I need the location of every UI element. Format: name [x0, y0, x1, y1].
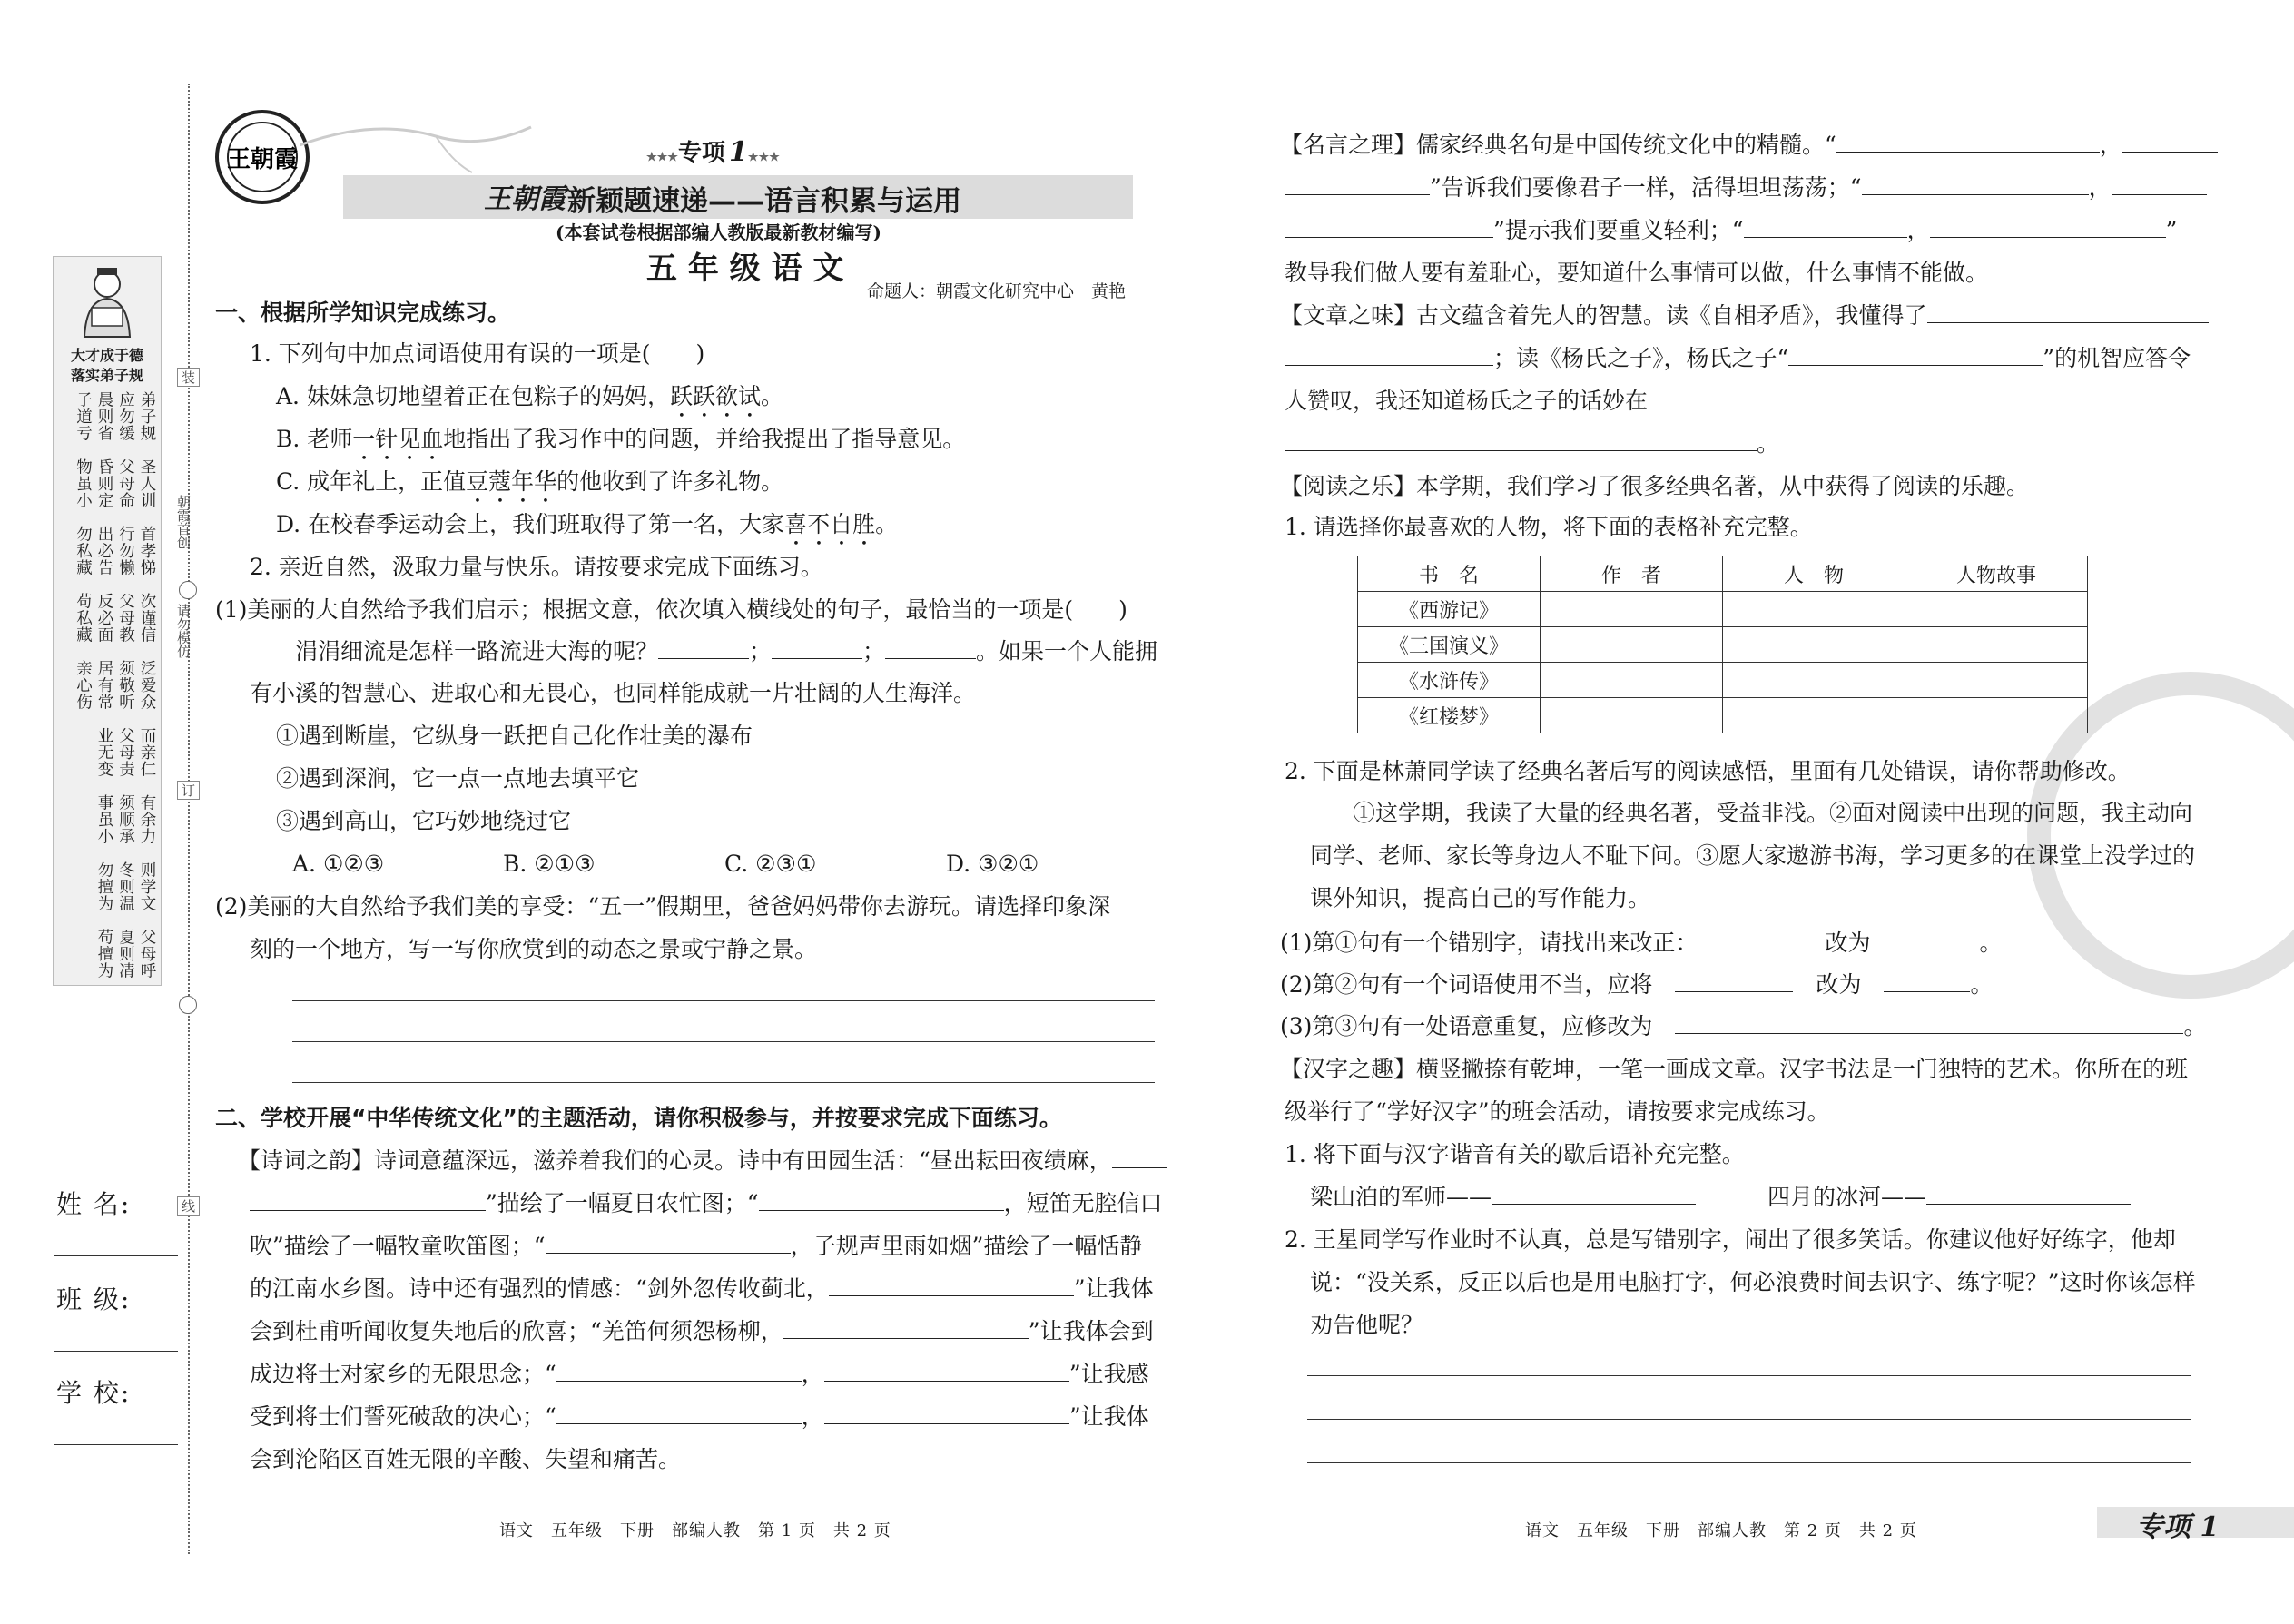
- dotted-word: 跃跃欲试: [669, 383, 761, 409]
- answer-blank[interactable]: [2122, 132, 2218, 153]
- writing-line[interactable]: [292, 1041, 1155, 1042]
- answer-blank[interactable]: [783, 1318, 1029, 1339]
- poetry-text: ”描绘了一幅夏日农忙图；“: [486, 1190, 759, 1216]
- corner-label: 专项 1: [2136, 1511, 2220, 1543]
- poetry-line-4: [250, 1275, 1154, 1303]
- poetry-text: 【诗词之韵】诗词意蕴深远，滋养着我们的心灵。诗中有田园生活：“昼出耘田夜绩麻，: [238, 1147, 1112, 1174]
- subject-title: 五 年 级 语 文: [646, 251, 844, 287]
- table-row: [1358, 698, 2088, 733]
- choice-b[interactable]: B. ②①③: [503, 851, 596, 877]
- author-line: 命题人：朝霞文化研究中心 黄艳: [867, 281, 1127, 301]
- question-2-2: (2)美丽的大自然给予我们美的享受：“五一”假期里，爸爸妈妈带你去游玩。请选择印象深: [215, 893, 1110, 920]
- writing-line[interactable]: [1307, 1419, 2191, 1420]
- poetry-text: 吹”描绘了一幅牧童吹笛图；“: [250, 1233, 546, 1259]
- choice-a[interactable]: A. ①②③: [292, 851, 385, 877]
- class-field[interactable]: [54, 1351, 178, 1352]
- answer-blank[interactable]: [1884, 971, 1970, 992]
- sentence-text: 。如果一个人能拥: [976, 638, 1158, 664]
- answer-cell[interactable]: [1905, 663, 2088, 698]
- margin-word-xian: 线: [177, 1196, 200, 1216]
- quote-line-1: [1280, 132, 2218, 159]
- sub-question-text: (2)第②句有一个词语使用不当，应将: [1280, 971, 1653, 998]
- answer-blank[interactable]: [1675, 1013, 2183, 1034]
- book-cell: 《三国演义》: [1358, 627, 1541, 663]
- answer-blank[interactable]: [1927, 302, 2209, 323]
- answer-blank[interactable]: [2112, 174, 2207, 195]
- class-label: 班 级:: [56, 1284, 132, 1314]
- hanzi-question-2-cont: 说：“没关系，反正以后也是用电脑打字，何必浪费时间去识字、练字呢？”这时你该怎样: [1310, 1269, 2196, 1295]
- quote-text: ”提示我们要重义轻利；“: [1493, 217, 1744, 243]
- dotted-word: 喜不自胜: [784, 511, 876, 537]
- quote-line-4: 教导我们做人要有羞耻心，要知道什么事情可以做，什么事情不能做。: [1285, 260, 1989, 286]
- dizigui-poem: 弟子规 圣人训 首孝悌 次谨信 泛爱众 而亲仁 有余力 则学文 父母呼 应勿缓 父母命 行勿懒 父母教 须敬听 父母责 须顺承 冬则温 夏则凊 晨则省 昏则定 出必告 反必面 居有常 业无变 事虽小 勿擅为 苟擅为 子道亏 物虽小 勿私藏 苟私藏 亲心伤: [74, 391, 156, 996]
- reading-intro: 【阅读之乐】本学期，我们学习了很多经典名著，从中获得了阅读的乐趣。: [1280, 473, 2030, 499]
- sub-question-2: [1280, 971, 1994, 999]
- table-header: 人 物: [1723, 556, 1905, 592]
- table-header: 作 者: [1541, 556, 1723, 592]
- option-text: 。: [760, 383, 783, 409]
- dotted-word: 豆蔻年华: [466, 468, 557, 495]
- footer-page-1: 语文 五年级 下册 部编人教 第 1 页 共 2 页: [499, 1521, 891, 1540]
- answer-cell[interactable]: [1723, 627, 1905, 663]
- book-cell: 《西游记》: [1358, 592, 1541, 627]
- hanzi-question-2-end: 劝告他呢？: [1310, 1312, 1424, 1338]
- article-line-2: [1285, 345, 2191, 372]
- poetry-line-5: [250, 1318, 1154, 1345]
- xiehouyu-text: 四月的冰河——: [1767, 1184, 1927, 1210]
- margin-word-zhuang: 装: [177, 368, 200, 387]
- article-text: ；读《杨氏之子》，杨氏之子“: [1493, 345, 1789, 371]
- sub-question-3: [1280, 1013, 2206, 1040]
- question-2: 2. 亲近自然，汲取力量与快乐。请按要求完成下面练习。: [250, 554, 823, 580]
- choice-d[interactable]: D. ③②①: [946, 851, 1039, 877]
- answer-blank[interactable]: [1285, 430, 1757, 451]
- margin-word-first: 朝霞首创: [175, 495, 192, 549]
- special-label: 专项: [677, 140, 725, 167]
- table-header: 人物故事: [1905, 556, 2088, 592]
- footer-page-2: 语文 五年级 下册 部编人教 第 2 页 共 2 页: [1525, 1521, 1917, 1540]
- binding-hole-icon: [179, 996, 197, 1014]
- table-header: 书 名: [1358, 556, 1541, 592]
- ribbon-decoration-icon: [300, 109, 536, 182]
- article-line-3: [1285, 388, 2192, 415]
- option-text: 。: [875, 511, 899, 537]
- passage-line-2: 同学、老师、家长等身边人不耻下问。③愿大家遨游书海，学习更多的在课堂上没学过的: [1310, 842, 2196, 869]
- poetry-text: 成边将士对家乡的无限思念；“: [250, 1361, 556, 1387]
- answer-blank[interactable]: [556, 1403, 802, 1424]
- sidebar-dizigui: [53, 256, 162, 996]
- writing-line[interactable]: [292, 1082, 1155, 1083]
- poetry-text: 受到将士们誓死破敌的决心；“: [250, 1403, 556, 1430]
- answer-cell[interactable]: [1541, 592, 1723, 627]
- sub-question-text: 。: [1979, 930, 2003, 956]
- poetry-text: ，子规声里雨如烟”描绘了一幅恬静: [790, 1233, 1143, 1259]
- answer-blank[interactable]: [250, 1190, 486, 1211]
- special-number: 1: [728, 136, 748, 168]
- option-1c[interactable]: [276, 468, 783, 508]
- question-2-1: (1)美丽的大自然给予我们启示；根据文意，依次填入横线处的句子，最恰当的一项是( ): [215, 596, 1127, 623]
- name-field[interactable]: [54, 1255, 178, 1256]
- sidebar-motto-2: 落实弟子规: [70, 367, 143, 384]
- option-text: 地指出了我习作中的问题，并给我提出了指导意见。: [443, 426, 966, 452]
- answer-cell[interactable]: [1723, 698, 1905, 733]
- poetry-line-3: [250, 1233, 1142, 1260]
- sub-question-text: 。: [1970, 971, 1994, 998]
- poetry-text: ，: [801, 1361, 824, 1387]
- binding-line: [188, 84, 190, 1554]
- answer-blank[interactable]: [1862, 174, 2089, 195]
- option-1a[interactable]: [276, 383, 783, 423]
- sub-question-1: [1280, 930, 2002, 957]
- answer-blank[interactable]: [1648, 388, 2192, 408]
- answer-blank[interactable]: [772, 638, 862, 659]
- poetry-text: ”让我感: [1068, 1361, 1149, 1387]
- passage-line-3: 课外知识，提高自己的写作能力。: [1310, 885, 1651, 911]
- option-text: D. 在校春季运动会上，我们班取得了第一名，大家: [276, 511, 785, 537]
- section-one-heading: 一、根据所学知识完成练习。: [215, 300, 511, 326]
- table-row: [1358, 627, 2088, 663]
- edition-note: (本套试卷根据部编人教版最新教材编写): [556, 221, 881, 243]
- answer-blank[interactable]: [1492, 1184, 1696, 1205]
- article-text: ”的机智应答令: [2043, 345, 2191, 371]
- special-heading: ★★★专项 1★★★: [646, 136, 780, 168]
- school-field[interactable]: [54, 1444, 178, 1445]
- question-1: 1. 下列句中加点词语使用有误的一项是( ): [250, 340, 705, 367]
- answer-cell[interactable]: [1541, 663, 1723, 698]
- option-text: 的他收到了许多礼物。: [556, 468, 784, 495]
- books-table: [1357, 556, 2088, 733]
- poetry-line-6: [250, 1361, 1149, 1388]
- answer-blank[interactable]: [1744, 217, 1907, 238]
- name-label: 姓 名:: [56, 1189, 132, 1219]
- answer-blank[interactable]: [546, 1233, 791, 1254]
- answer-blank[interactable]: [1675, 971, 1793, 992]
- question-2-2-cont: 刻的一个地方，写一写你欣赏到的动态之景或宁静之景。: [250, 936, 818, 962]
- scholar-figure-icon: [74, 264, 141, 339]
- brand-seal-text: 王朝霞: [226, 146, 299, 173]
- school-label: 学 校:: [56, 1378, 132, 1408]
- quote-text: ”告诉我们要像君子一样，活得坦坦荡荡；“: [1430, 174, 1862, 201]
- sentence-text: 涓涓细流是怎样一路流进大海的呢？: [295, 638, 659, 664]
- sub-question-text: 改为: [1825, 930, 1871, 956]
- quote-text: ，: [2088, 174, 2112, 201]
- article-text: 。: [1757, 430, 1780, 457]
- answer-blank[interactable]: [1698, 930, 1802, 950]
- answer-blank[interactable]: [1926, 1184, 2131, 1205]
- answer-blank[interactable]: [885, 638, 976, 659]
- writing-line[interactable]: [1307, 1462, 2191, 1463]
- article-text: 【文章之味】古文蕴含着先人的智慧。读《自相矛盾》，我懂得了: [1280, 302, 1927, 329]
- binding-hole-icon: [179, 581, 197, 599]
- poetry-line-1: [238, 1147, 1167, 1175]
- poetry-line-7: [250, 1403, 1149, 1431]
- sentence-option-3: ③遇到高山，它巧妙地绕过它: [276, 808, 572, 834]
- poetry-text: ”让我体: [1073, 1275, 1154, 1302]
- answer-blank[interactable]: [1285, 345, 1493, 366]
- poetry-text: 的江南水乡图。诗中还有强烈的情感：“剑外忽传收蓟北，: [250, 1275, 829, 1302]
- answer-cell[interactable]: [1905, 698, 2088, 733]
- fill-sentence-cont: 有小溪的智慧心、进取心和无畏心，也同样能成就一片壮阔的人生海洋。: [250, 680, 977, 706]
- answer-blank[interactable]: [1285, 174, 1430, 195]
- poetry-line-8: 会到沦陷区百姓无限的辛酸、失望和痛苦。: [250, 1446, 682, 1472]
- article-line-4: [1285, 430, 1779, 458]
- answer-blank[interactable]: [658, 638, 749, 659]
- answer-blank[interactable]: [1788, 345, 2043, 366]
- poetry-line-2: [250, 1190, 1163, 1217]
- answer-blank[interactable]: [824, 1403, 1069, 1424]
- hanzi-intro-2: 级举行了“学好汉字”的班会活动，请按要求完成练习。: [1285, 1098, 1830, 1125]
- hanzi-question-1: 1. 将下面与汉字谐音有关的歇后语补充完整。: [1285, 1141, 1745, 1167]
- option-text: C. 成年礼上，正值: [276, 468, 467, 495]
- answer-blank[interactable]: [829, 1275, 1074, 1296]
- answer-cell[interactable]: [1723, 592, 1905, 627]
- sentence-option-1: ①遇到断崖，它纵身一跃把自己化作壮美的瀑布: [276, 723, 753, 749]
- answer-cell[interactable]: [1541, 698, 1723, 733]
- article-line-1: [1280, 302, 2209, 330]
- answer-cell[interactable]: [1905, 592, 2088, 627]
- quote-line-2: [1285, 174, 2207, 202]
- table-row: [1358, 592, 2088, 627]
- reading-question-1: 1. 请选择你最喜欢的人物，将下面的表格补充完整。: [1285, 514, 1813, 540]
- table-header-row: [1358, 556, 2088, 592]
- section-two-heading: 二、学校开展“中华传统文化”的主题活动，请你积极参与，并按要求完成下面练习。: [215, 1105, 1062, 1131]
- option-1b[interactable]: [276, 426, 965, 466]
- quote-text: 【名言之理】儒家经典名句是中国传统文化中的精髓。“: [1280, 132, 1836, 158]
- answer-blank[interactable]: [1930, 217, 2166, 238]
- sub-question-text: (3)第③句有一处语意重复，应修改为: [1280, 1013, 1653, 1039]
- answer-blank[interactable]: [1836, 132, 2100, 153]
- answer-blank[interactable]: [759, 1190, 1004, 1211]
- hanzi-question-2: 2. 王星同学写作业时不认真，总是写错别字，闹出了很多笑话。你建议他好好练字，他却: [1285, 1226, 2176, 1253]
- answer-cell[interactable]: [1905, 627, 2088, 663]
- quote-text: ，: [1906, 217, 1930, 243]
- book-cell: 《水浒传》: [1358, 663, 1541, 698]
- xiehouyu-2: [1767, 1184, 2131, 1211]
- margin-word-nocopy: 请勿模仿: [175, 604, 192, 658]
- dotted-word: 一针见血: [352, 426, 444, 452]
- passage-line-1: ①这学期，我读了大量的经典名著，受益非浅。②面对阅读中出现的问题，我主动向: [1353, 800, 2193, 826]
- option-1d[interactable]: [276, 511, 898, 551]
- answer-blank[interactable]: [824, 1361, 1069, 1382]
- poetry-text: 会到杜甫听闻收复失地后的欣喜；“羌笛何须怨杨柳，: [250, 1318, 783, 1344]
- poetry-text: ，: [801, 1403, 824, 1430]
- poetry-text: ”让我体: [1068, 1403, 1149, 1430]
- sentence-option-2: ②遇到深涧，它一点一点地去填平它: [276, 765, 640, 792]
- sidebar-motto-1: 大才成于德: [70, 347, 143, 364]
- poetry-text: ”让我体会到: [1028, 1318, 1154, 1344]
- brand-logo: 王朝霞: [484, 183, 566, 215]
- answer-blank[interactable]: [556, 1361, 802, 1382]
- table-row: [1358, 663, 2088, 698]
- sub-question-text: 改为: [1816, 971, 1862, 998]
- reading-question-2: 2. 下面是林萧同学读了经典名著后写的阅读感悟，里面有几处错误，请你帮助修改。: [1285, 758, 2131, 784]
- poetry-text: ，短笛无腔信口: [1003, 1190, 1163, 1216]
- answer-blank[interactable]: [1112, 1147, 1167, 1168]
- answer-cell[interactable]: [1723, 663, 1905, 698]
- brand-seal-icon: [212, 107, 312, 207]
- quote-text: ，: [2099, 132, 2122, 158]
- choice-c[interactable]: C. ②③①: [724, 851, 817, 877]
- hanzi-intro-1: 【汉字之趣】横竖撇捺有乾坤，一笔一画成文章。汉字书法是一门独特的艺术。你所在的班: [1280, 1056, 2189, 1082]
- page-title: 新颖题速递——语言积累与运用: [567, 185, 961, 218]
- sub-question-text: 。: [2183, 1013, 2207, 1039]
- option-text: B. 老师: [276, 426, 353, 452]
- answer-blank[interactable]: [1285, 217, 1493, 238]
- fill-sentence: 涓涓细流是怎样一路流进大海的呢？ ； ； 。如果一个人能拥: [295, 638, 1158, 664]
- xiehouyu-text: 梁山泊的军师——: [1310, 1184, 1492, 1210]
- writing-line[interactable]: [292, 1000, 1155, 1001]
- writing-line[interactable]: [1307, 1375, 2191, 1376]
- sub-question-text: (1)第①句有一个错别字，请找出来改正：: [1280, 930, 1698, 956]
- article-text: 人赞叹，我还知道杨氏之子的话妙在: [1285, 388, 1649, 414]
- margin-word-ding: 订: [177, 781, 200, 800]
- answer-blank[interactable]: [1893, 930, 1979, 950]
- xiehouyu-1: [1310, 1184, 1696, 1211]
- book-cell: 《红楼梦》: [1358, 698, 1541, 733]
- answer-cell[interactable]: [1541, 627, 1723, 663]
- option-text: A. 妹妹急切地望着正在包粽子的妈妈，: [276, 383, 670, 409]
- quote-line-3: [1285, 217, 2177, 244]
- quote-text: ”: [2165, 217, 2178, 243]
